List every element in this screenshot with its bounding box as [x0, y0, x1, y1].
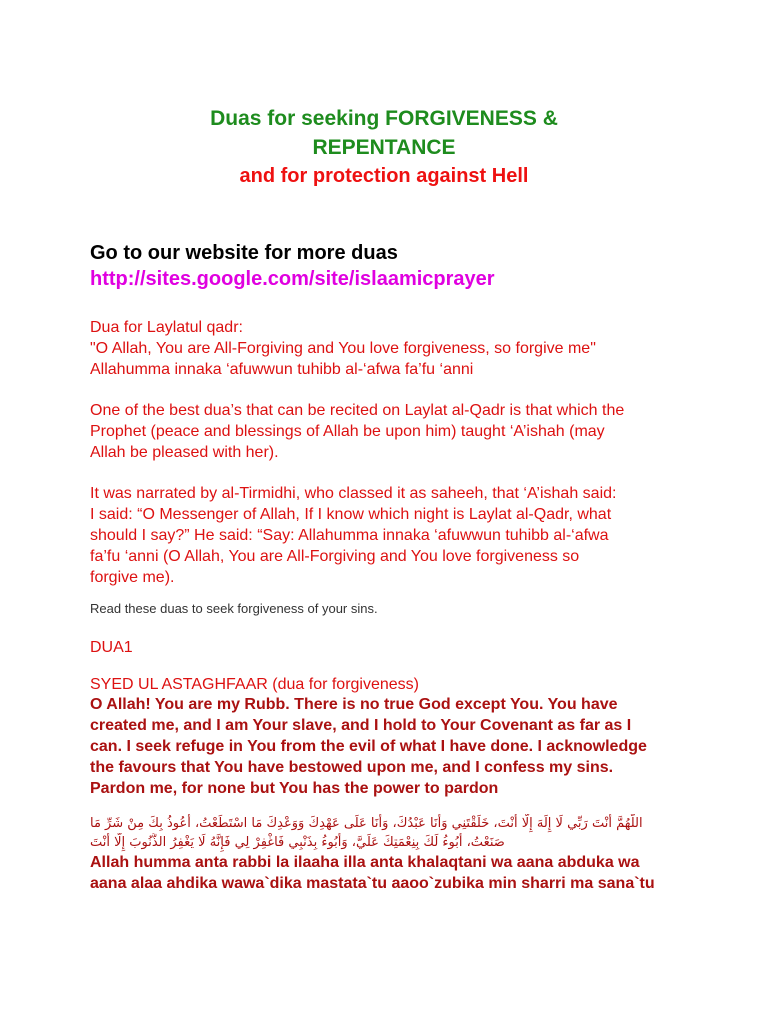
paragraph-line: One of the best dua’s that can be recited on Laylat al-Qadr is that which the — [90, 402, 625, 419]
paragraph-line: forgive me). — [90, 569, 175, 586]
paragraph-line: "O Allah, You are All-Forgiving and You love forgiveness, so forgive me" — [90, 340, 596, 357]
transliteration-line: aana alaa ahdika wawa`dika mastata`tu aaoo`zubika min sharri ma sana`tu — [90, 875, 655, 892]
paragraph-line: Allah be pleased with her). — [90, 444, 279, 461]
paragraph-line: Dua for Laylatul qadr: — [90, 319, 243, 336]
translation-line: the favours that You have bestowed upon me, and I confess my sins. — [90, 759, 614, 776]
best-dua-paragraph — [90, 400, 690, 463]
translation-line: created me, and I am Your slave, and I hold to Your Covenant as far as I — [90, 717, 632, 734]
transliteration-line: Allah humma anta rabbi la ilaaha illa anta khalaqtani wa aana abduka wa — [90, 854, 640, 871]
website-link[interactable]: http://sites.google.com/site/islaamicprayer — [90, 268, 495, 290]
paragraph-line: I said: “O Messenger of Allah, If I know which night is Laylat al-Qadr, what — [90, 506, 612, 523]
dua1-transliteration — [90, 852, 690, 894]
paragraph-line: Allahumma innaka ‘afuwwun tuhibb al-‘afwa fa’fu ‘anni — [90, 361, 474, 378]
paragraph-line: should I say?” He said: “Say: Allahumma innaka ‘afuwwun tuhibb al-‘afwa — [90, 527, 609, 544]
dua1-arabic — [90, 814, 690, 852]
dua1-label: DUA1 — [90, 639, 133, 656]
page-subtitle: and for protection against Hell — [239, 165, 529, 187]
translation-line: O Allah! You are my Rubb. There is no true God except You. You have — [90, 696, 618, 713]
narration-paragraph — [90, 483, 690, 588]
arabic-line: صَنَعْتُ، أَبُوءُ لَكَ بِنِعْمَتِكَ عَلَيَّ، وَأَبُوءُ بِذَنْبِي فَاغْفِرْ لِي فَإِنَّهُ لَا يَغْفِرُ الذُّنُوبَ إِلَّا أَنْتَ — [90, 835, 505, 850]
forgiveness-note: Read these duas to seek forgiveness of your sins. — [90, 601, 378, 616]
laylatul-qadr-paragraph — [90, 317, 690, 380]
title-line-1: Duas for seeking FORGIVENESS & — [210, 107, 558, 130]
paragraph-line: It was narrated by al-Tirmidhi, who classed it as saheeh, that ‘A’ishah said: — [90, 485, 617, 502]
arabic-line: اللَّهُمَّ أَنْتَ رَبِّي لَا إِلَهَ إِلَّا أَنْتَ، خَلَقْتَنِي وَأَنَا عَبْدُكَ، وَأَنَا عَلَى عَهْدِكَ وَوَعْدِكَ مَا اسْتَطَعْتُ، أَعُوذُ بِكَ مِنْ شَرِّ مَا — [90, 816, 643, 831]
title-line-2: REPENTANCE — [312, 136, 456, 159]
paragraph-line: Prophet (peace and blessings of Allah be upon him) taught ‘A’ishah (may — [90, 423, 605, 440]
paragraph-line: fa’fu ‘anni (O Allah, You are All-Forgiving and You love forgiveness so — [90, 548, 580, 565]
translation-line: can. I seek refuge in You from the evil of what I have done. I acknowledge — [90, 738, 647, 755]
dua1-translation — [90, 694, 690, 799]
website-heading: Go to our website for more duas — [90, 242, 398, 264]
dua1-heading: SYED UL ASTAGHFAAR (dua for forgiveness) — [90, 676, 420, 693]
translation-line: Pardon me, for none but You has the power to pardon — [90, 780, 499, 797]
page-title — [0, 104, 768, 162]
